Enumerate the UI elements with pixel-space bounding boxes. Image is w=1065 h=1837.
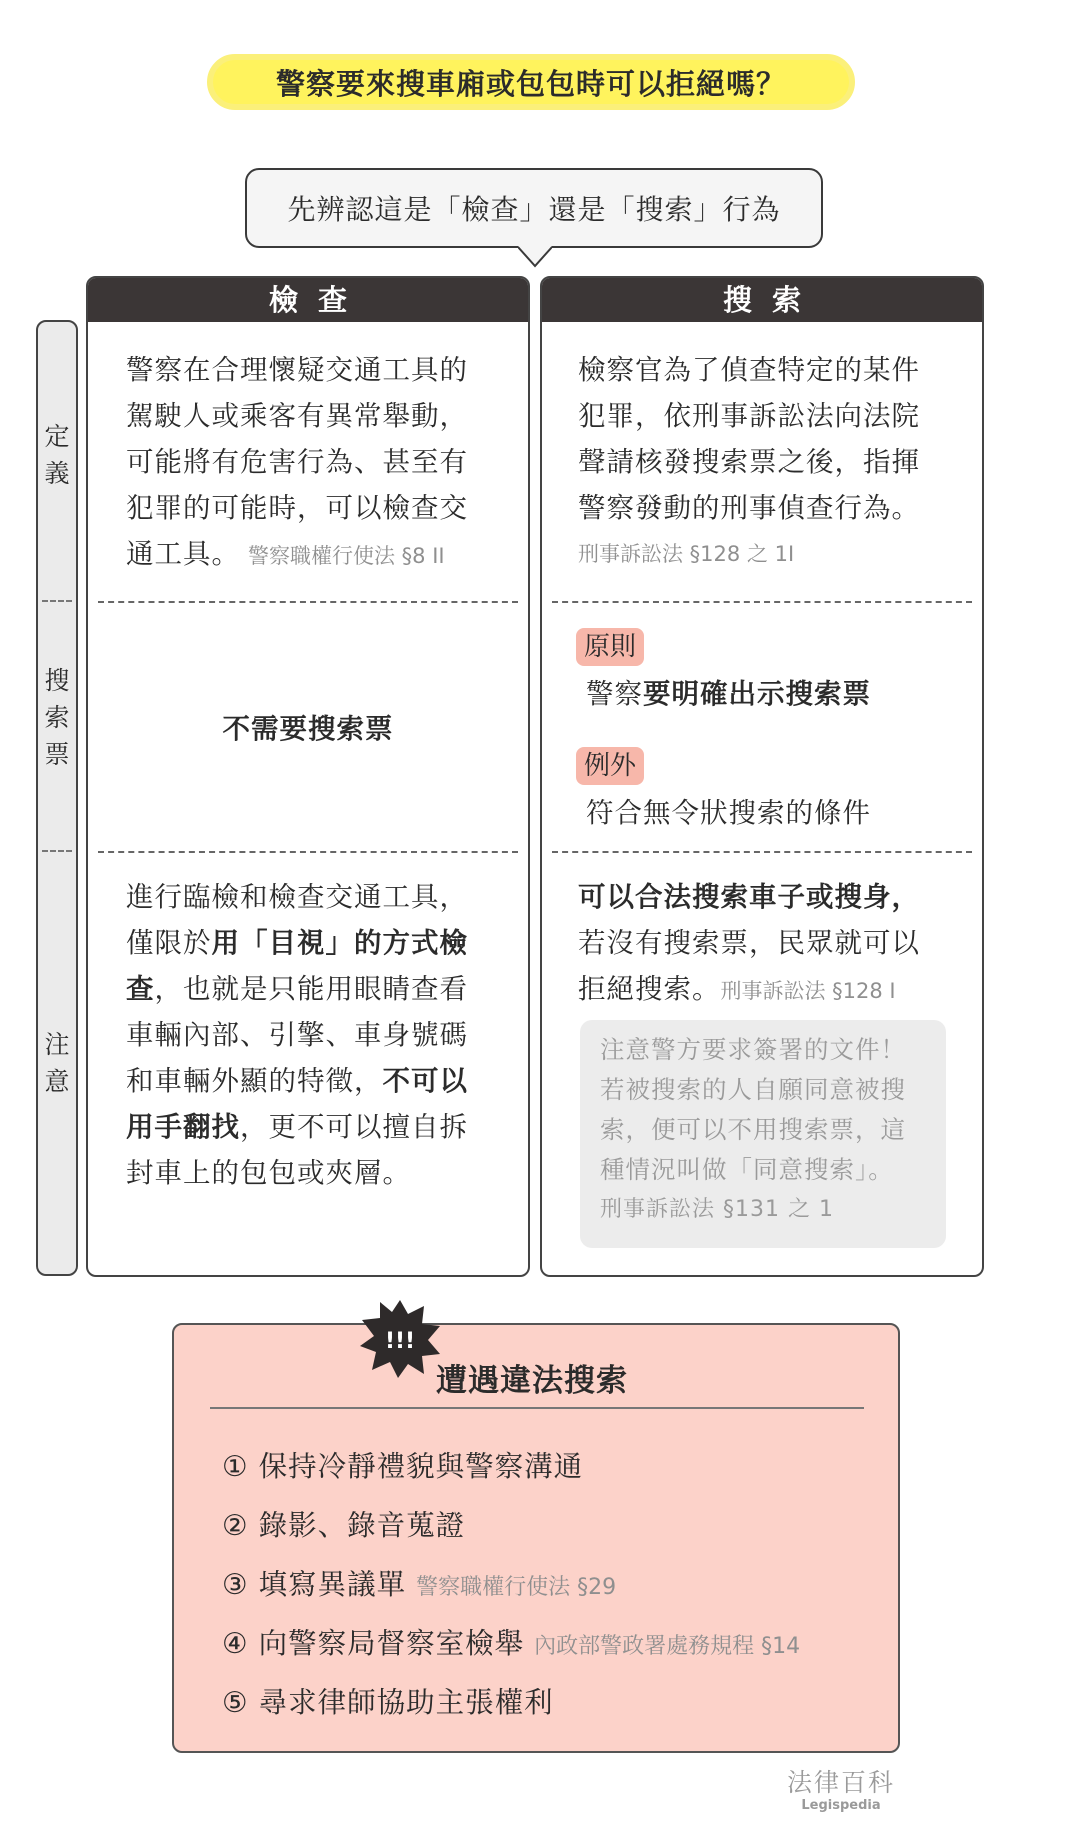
illegal-search-item: [222, 1565, 616, 1608]
inspection-note-line: [126, 1058, 468, 1104]
note-emphasis: 用手翻找: [126, 1111, 240, 1143]
note-emphasis: 用「目視」的方式檢: [211, 927, 468, 959]
row-divider: [42, 600, 72, 602]
page-title: 警察要來搜車廂或包包時可以拒絕嗎？: [207, 54, 855, 110]
illegal-search-title: 遭遇違法搜索: [436, 1363, 628, 1399]
search-note-line: 可以合法搜索車子或搜身，: [578, 881, 920, 913]
exception-tag: 例外: [576, 747, 644, 785]
consent-note-line: 索，便可以不用搜索票，這: [600, 1115, 906, 1144]
inspection-note-line: [126, 966, 468, 1012]
item-text: ② 錄影、錄音蒐證: [222, 1509, 466, 1542]
alert-burst-icon: [358, 1298, 442, 1378]
inspection-note-line: [126, 1104, 468, 1150]
search-note-line: 若沒有搜索票，民眾就可以: [578, 927, 920, 959]
brand-name-en: Legispedia: [801, 1798, 881, 1813]
item-text: ③ 填寫異議單: [222, 1568, 407, 1601]
brand-name: 法律百科: [786, 1768, 895, 1797]
instruction-bubble: 先辨認這是「檢查」還是「搜索」行為: [245, 168, 823, 248]
note-segment: ，更不可以擅自拆: [240, 1111, 468, 1143]
search-note-line: [578, 966, 896, 1014]
consent-note-citation: 刑事訴訟法 §131 之 1: [600, 1197, 834, 1222]
bubble-tail: [518, 246, 552, 268]
inspection-definition-line: 犯罪的可能時，可以檢查交: [126, 492, 468, 524]
search-header: 搜索: [542, 278, 982, 322]
inspection-column: [86, 276, 530, 1277]
principle-segment: 警察: [586, 678, 643, 710]
inspection-definition-citation: 警察職權行使法 §8 II: [248, 544, 445, 568]
search-definition-line: 聲請核發搜索票之後，指揮: [578, 446, 920, 478]
principle-tag: 原則: [576, 628, 644, 666]
inspection-definition-last: [126, 531, 445, 579]
title-rule: [210, 1407, 864, 1409]
row-divider: [552, 851, 972, 853]
brand-logo: [786, 1768, 896, 1814]
illegal-search-item: [222, 1506, 465, 1546]
search-definition-line: 檢察官為了偵查特定的某件: [578, 354, 920, 386]
search-definition-citation: 刑事訴訟法 §128 之 1I: [578, 542, 795, 566]
illegal-search-box: [172, 1323, 900, 1753]
illegal-search-item: [222, 1447, 583, 1487]
row-divider: [552, 601, 972, 603]
row-label-notes: 注 意: [44, 1030, 70, 1096]
inspection-header: 檢查: [88, 278, 528, 322]
exception-text: 符合無令狀搜索的條件: [586, 797, 871, 829]
inspection-definition-line: 通工具。: [126, 538, 240, 570]
inspection-note-line: 車輛內部、引擎、車身號碼: [126, 1019, 468, 1051]
note-segment: ，也就是只能用眼睛查看: [154, 973, 468, 1005]
note-emphasis: 不可以: [382, 1065, 468, 1097]
principle-text: [586, 671, 871, 717]
item-text: ① 保持冷靜禮貌與警察溝通: [222, 1450, 584, 1483]
search-note-citation: 刑事訴訟法 §128 I: [720, 979, 896, 1003]
consent-search-note: [580, 1020, 946, 1248]
search-definition-line: 警察發動的刑事偵查行為。: [578, 492, 920, 524]
inspection-warrant-text: 不需要搜索票: [222, 713, 394, 745]
row-divider: [98, 601, 518, 603]
consent-note-line: 種情況叫做「同意搜索」。: [600, 1155, 894, 1184]
item-citation: 內政部警政署處務規程 §14: [534, 1634, 801, 1659]
search-column: [540, 276, 984, 1277]
inspection-note-line: 進行臨檢和檢查交通工具，: [126, 881, 468, 913]
note-emphasis: 查: [126, 973, 155, 1005]
inspection-definition-line: 警察在合理懷疑交通工具的: [126, 354, 468, 386]
illegal-search-item: [222, 1624, 800, 1667]
note-segment: 拒絕搜索。: [578, 973, 721, 1005]
item-citation: 警察職權行使法 §29: [416, 1575, 617, 1600]
note-segment: 僅限於: [126, 927, 212, 959]
row-divider: [98, 851, 518, 853]
row-label-bar: [36, 320, 78, 1276]
search-definition-line: 犯罪，依刑事訴訟法向法院: [578, 400, 920, 432]
row-label-warrant: 搜 索 票: [44, 666, 70, 769]
inspection-note-line: 封車上的包包或夾層。: [126, 1157, 411, 1189]
principle-emphasis: 要明確出示搜索票: [643, 678, 871, 710]
inspection-definition-line: 駕駛人或乘客有異常舉動，: [126, 400, 468, 432]
illegal-search-item: [222, 1683, 554, 1723]
consent-note-line: 注意警方要求簽署的文件！: [600, 1035, 906, 1064]
consent-note-line: 若被搜索的人自願同意被搜: [600, 1075, 906, 1104]
note-segment: 和車輛外顯的特徵，: [126, 1065, 383, 1097]
item-text: ④ 向警察局督察室檢舉: [222, 1627, 525, 1660]
row-divider: [42, 850, 72, 852]
item-text: ⑤ 尋求律師協助主張權利: [222, 1686, 554, 1719]
inspection-note-line: [126, 920, 468, 966]
alert-burst-text: !!!: [384, 1329, 416, 1354]
inspection-definition-line: 可能將有危害行為、甚至有: [126, 446, 468, 478]
row-label-definition: 定 義: [44, 422, 70, 488]
